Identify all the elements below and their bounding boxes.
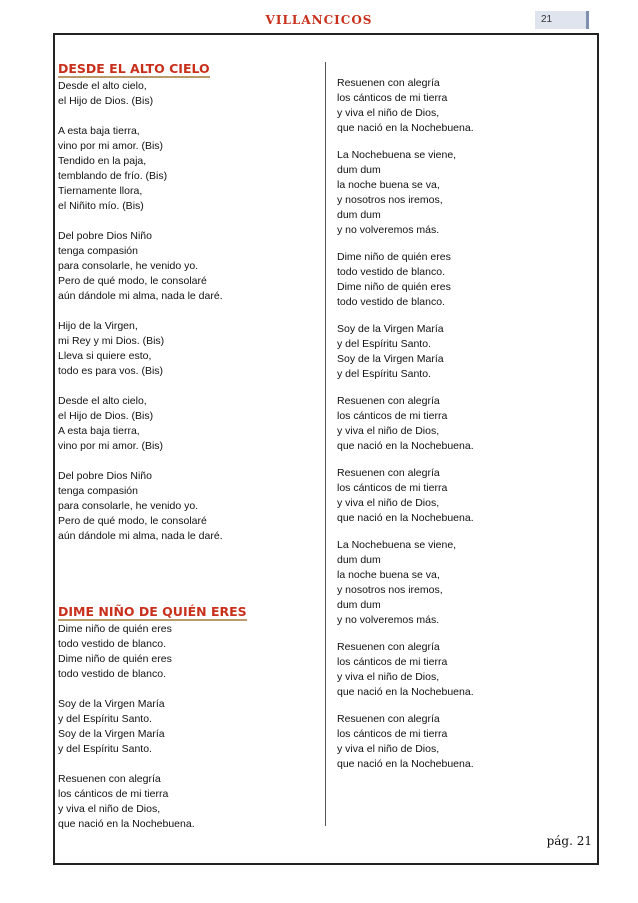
stanza [337, 712, 592, 772]
lyric-line: el Hijo de Dios. (Bis) [58, 95, 154, 107]
stanza [58, 394, 318, 454]
song-title-dime-nino: DIME NIÑO DE QUIÉN ERES [58, 604, 247, 619]
lyric-line: y del Espíritu Santo. [58, 743, 152, 755]
lyric-line: aún dándole mi alma, nada le daré. [58, 290, 223, 302]
lyric-line: los cánticos de mi tierra [337, 92, 448, 104]
stanza [337, 322, 592, 382]
lyric-line: temblando de frío. (Bis) [58, 170, 168, 182]
lyric-line: los cánticos de mi tierra [58, 788, 169, 800]
lyric-line: Pero de qué modo, le consolaré [58, 515, 207, 527]
lyric-line: el Hijo de Dios. (Bis) [58, 410, 154, 422]
lyric-line: y viva el niño de Dios, [337, 497, 440, 509]
lyric-line: todo vestido de blanco. [337, 266, 445, 278]
lyric-line: todo vestido de blanco. [337, 296, 445, 308]
stanza [58, 79, 318, 109]
left-column [58, 62, 318, 847]
header-title: VILLANCICOS [265, 13, 373, 27]
lyric-line: Dime niño de quién eres [337, 281, 451, 293]
lyric-line: La Nochebuena se viene, [337, 539, 457, 551]
lyric-line: Dime niño de quién eres [58, 653, 172, 665]
lyric-line: que nació en la Nochebuena. [337, 758, 474, 770]
page-header [0, 0, 638, 34]
lyric-line: tenga compasión [58, 485, 138, 497]
lyric-line: Lleva si quiere esto, [58, 350, 152, 362]
lyric-line: vino por mi amor. (Bis) [58, 140, 164, 152]
page-footer: pág. 21 [546, 834, 592, 848]
stanza [58, 469, 318, 544]
lyric-line: Soy de la Virgen María [58, 728, 165, 740]
stanza [337, 76, 592, 136]
lyric-line: y del Espíritu Santo. [337, 368, 431, 380]
lyric-line: la noche buena se va, [337, 569, 440, 581]
lyric-line: y nosotros nos iremos, [337, 584, 443, 596]
lyric-line: la noche buena se va, [337, 179, 440, 191]
lyric-line: Resuenen con alegría [337, 395, 440, 407]
lyric-line: Hijo de la Virgen, [58, 320, 138, 332]
lyric-line: el Niñito mío. (Bis) [58, 200, 144, 212]
stanza [58, 697, 318, 757]
stanza [337, 148, 592, 238]
lyric-line: que nació en la Nochebuena. [337, 122, 474, 134]
stanza [58, 319, 318, 379]
page-number-badge [535, 11, 589, 29]
song-lyrics [58, 79, 318, 544]
lyric-line: Soy de la Virgen María [337, 353, 444, 365]
lyric-line: y del Espíritu Santo. [337, 338, 431, 350]
stanza [337, 394, 592, 454]
song-lyrics [337, 76, 592, 772]
lyric-line: los cánticos de mi tierra [337, 482, 448, 494]
stanza [337, 466, 592, 526]
song-title-desde-el-alto-cielo: DESDE EL ALTO CIELO [58, 61, 210, 76]
lyric-line: para consolarle, he venido yo. [58, 500, 199, 512]
stanza [58, 772, 318, 832]
lyric-line: Resuenen con alegría [337, 467, 440, 479]
lyric-line: A esta baja tierra, [58, 125, 140, 137]
lyric-line: Del pobre Dios Niño [58, 470, 152, 482]
right-column [337, 76, 592, 784]
lyric-line: y viva el niño de Dios, [58, 803, 161, 815]
lyric-line: que nació en la Nochebuena. [337, 686, 474, 698]
lyric-line: todo es para vos. (Bis) [58, 365, 164, 377]
lyric-line: y viva el niño de Dios, [337, 425, 440, 437]
lyric-line: vino por mi amor. (Bis) [58, 440, 164, 452]
lyric-line: Resuenen con alegría [337, 77, 440, 89]
song-lyrics [58, 622, 318, 832]
lyric-line: los cánticos de mi tierra [337, 728, 448, 740]
lyric-line: que nació en la Nochebuena. [58, 818, 195, 830]
lyric-line: dum dum [337, 164, 381, 176]
lyric-line: Del pobre Dios Niño [58, 230, 152, 242]
lyric-line: los cánticos de mi tierra [337, 656, 448, 668]
lyric-line: los cánticos de mi tierra [337, 410, 448, 422]
lyric-line: y del Espíritu Santo. [58, 713, 152, 725]
lyric-line: y viva el niño de Dios, [337, 107, 440, 119]
lyric-line: Tiernamente llora, [58, 185, 143, 197]
lyric-line: y viva el niño de Dios, [337, 743, 440, 755]
stanza [337, 538, 592, 628]
lyric-line: aún dándole mi alma, nada le daré. [58, 530, 223, 542]
lyric-line: dum dum [337, 209, 381, 221]
lyric-line: Soy de la Virgen María [337, 323, 444, 335]
lyric-line: Tendido en la paja, [58, 155, 147, 167]
lyric-line: Resuenen con alegría [337, 641, 440, 653]
lyric-line: mi Rey y mi Dios. (Bis) [58, 335, 165, 347]
column-divider [325, 62, 326, 826]
lyric-line: Desde el alto cielo, [58, 80, 147, 92]
lyric-line: y nosotros nos iremos, [337, 194, 443, 206]
lyric-line: Resuenen con alegría [337, 713, 440, 725]
lyric-line: para consolarle, he venido yo. [58, 260, 199, 272]
lyric-line: que nació en la Nochebuena. [337, 440, 474, 452]
stanza [58, 124, 318, 214]
lyric-line: Pero de qué modo, le consolaré [58, 275, 207, 287]
lyric-line: dum dum [337, 554, 381, 566]
lyric-line: todo vestido de blanco. [58, 638, 166, 650]
lyric-line: Dime niño de quién eres [58, 623, 172, 635]
lyric-line: dum dum [337, 599, 381, 611]
lyric-line: La Nochebuena se viene, [337, 149, 457, 161]
lyric-line: y viva el niño de Dios, [337, 671, 440, 683]
lyric-line: tenga compasión [58, 245, 138, 257]
stanza [337, 640, 592, 700]
lyric-line: Resuenen con alegría [58, 773, 161, 785]
lyric-line: Dime niño de quién eres [337, 251, 451, 263]
lyric-line: todo vestido de blanco. [58, 668, 166, 680]
page-number: 21 [541, 14, 553, 25]
stanza [58, 229, 318, 304]
lyric-line: Soy de la Virgen María [58, 698, 165, 710]
stanza [337, 250, 592, 310]
lyric-line: que nació en la Nochebuena. [337, 512, 474, 524]
stanza [58, 622, 318, 682]
lyric-line: y no volveremos más. [337, 224, 440, 236]
lyric-line: y no volveremos más. [337, 614, 440, 626]
lyric-line: Desde el alto cielo, [58, 395, 147, 407]
lyric-line: A esta baja tierra, [58, 425, 140, 437]
